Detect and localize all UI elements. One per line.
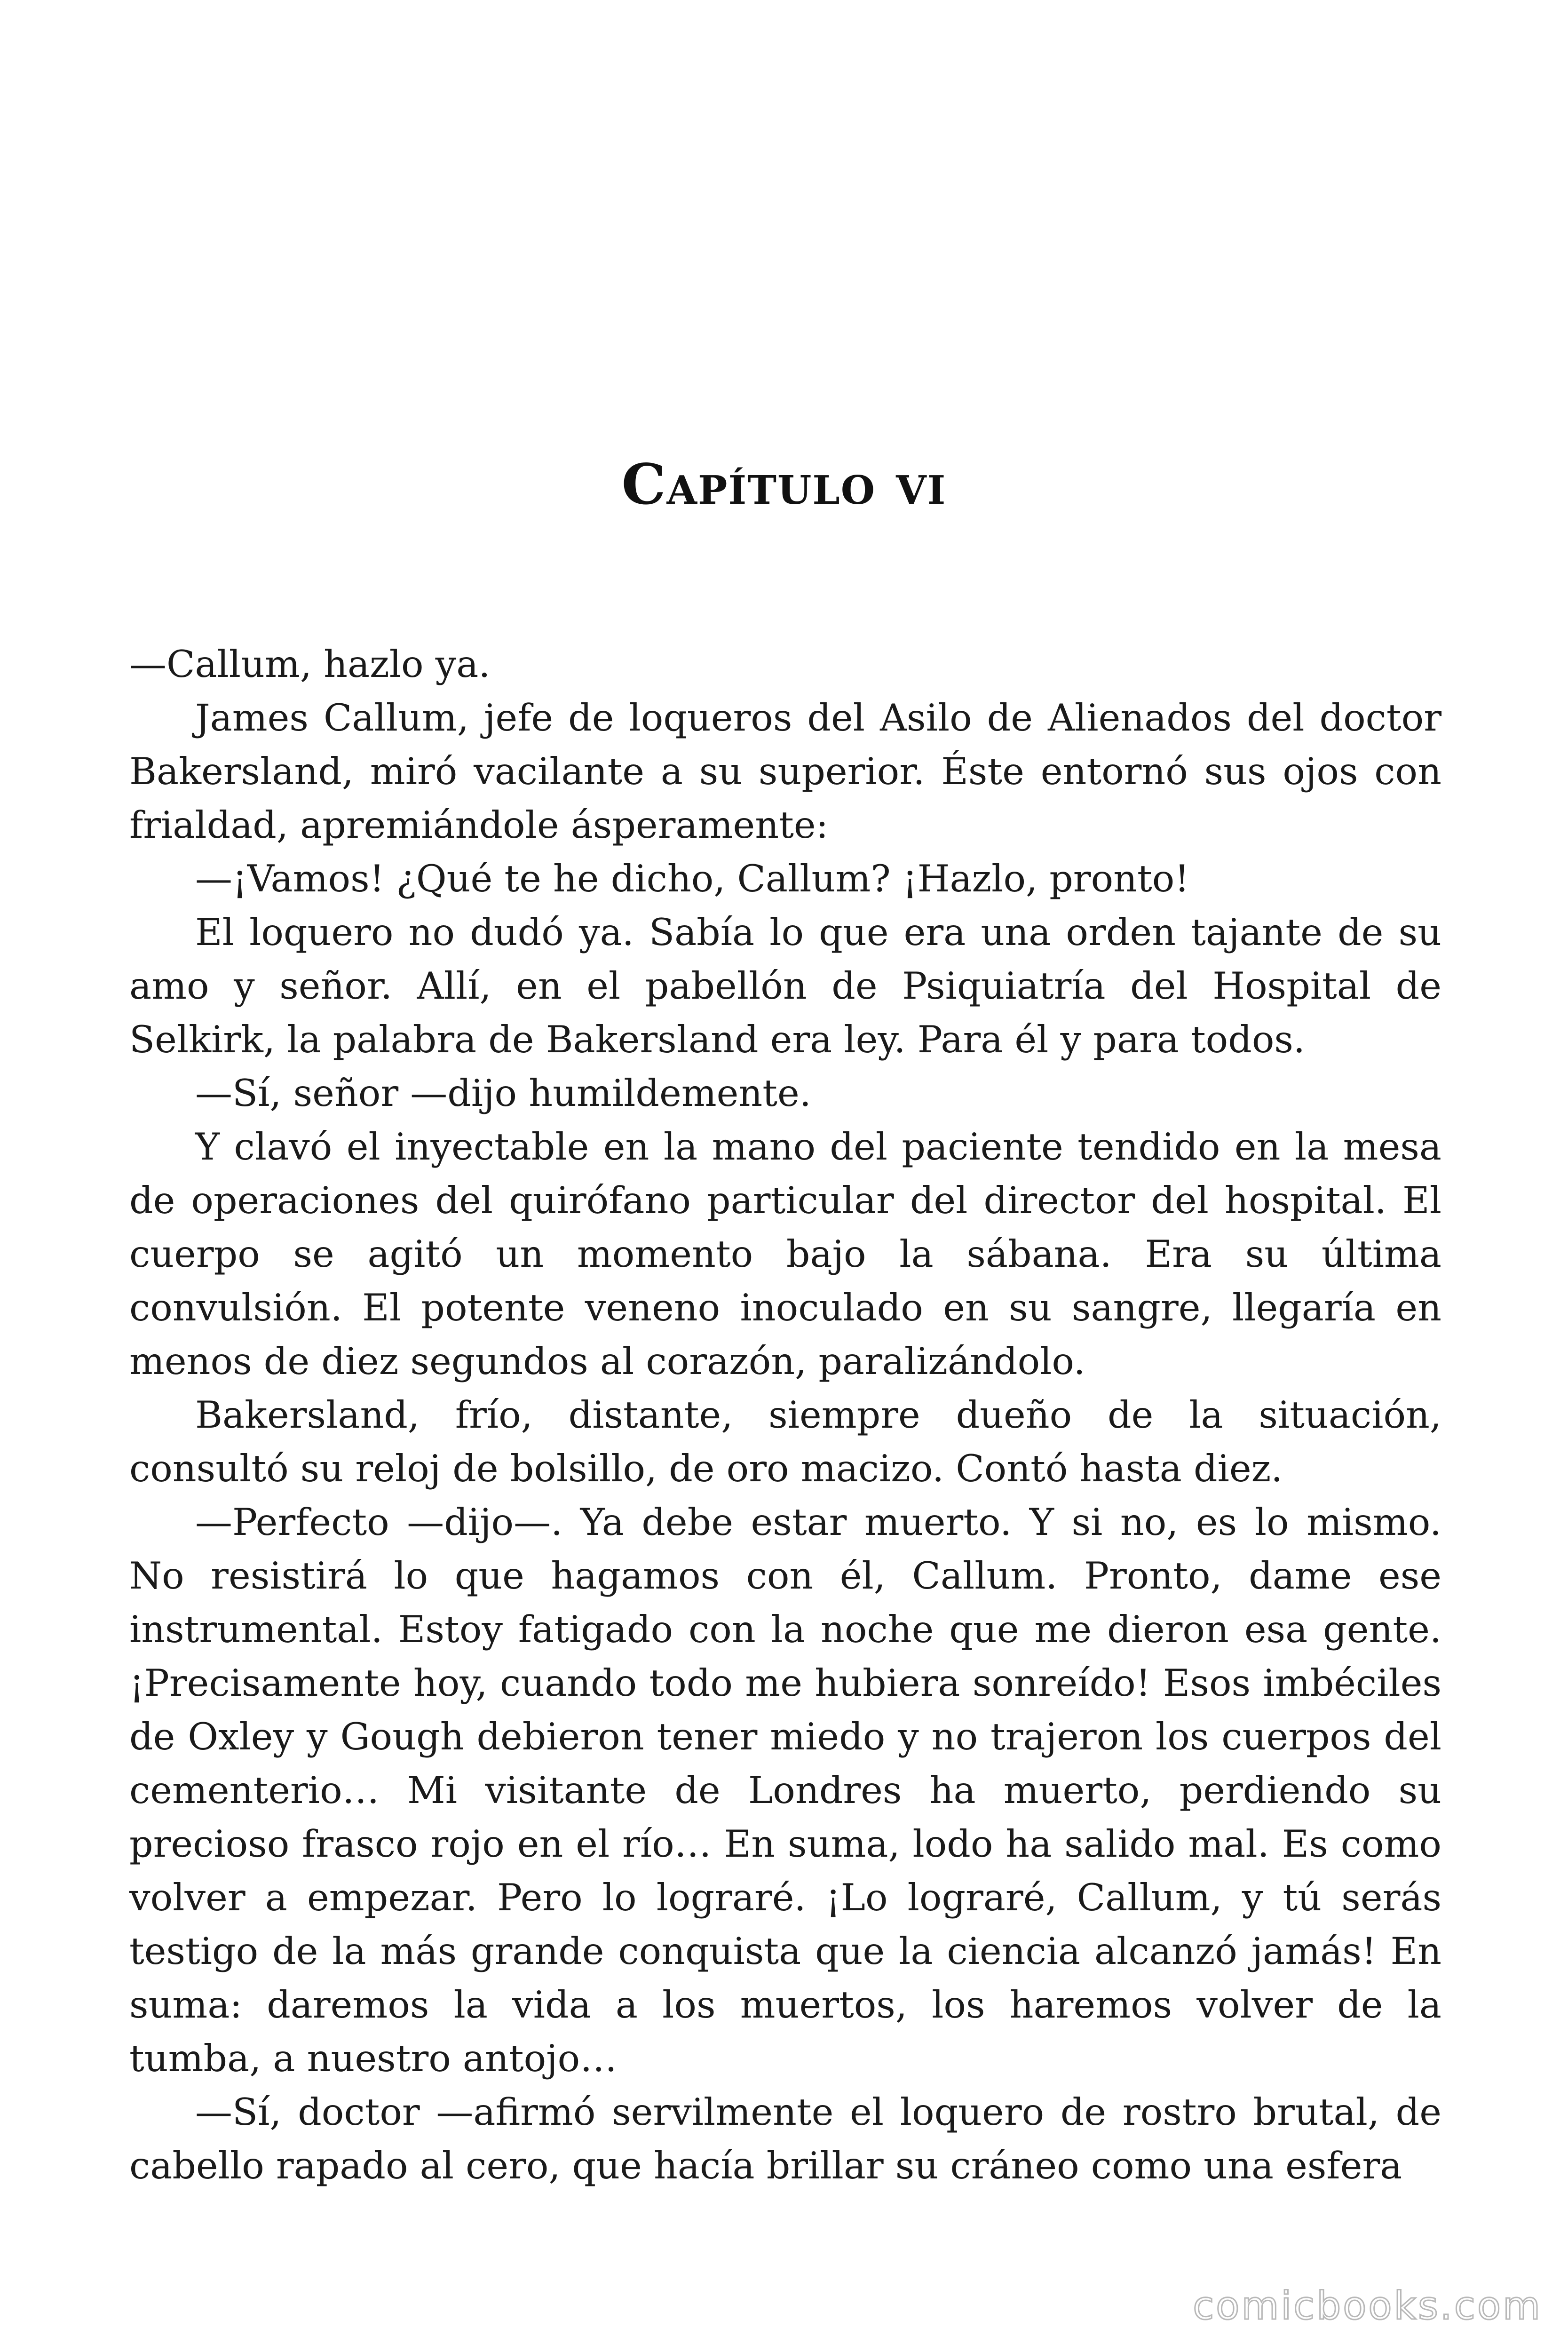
body-text	[129, 637, 1441, 2193]
watermark: comicbooks.com	[1193, 2284, 1542, 2328]
paragraph: —¡Vamos! ¿Qué te he dicho, Callum? ¡Hazlo, pronto!	[195, 857, 1190, 900]
paragraph: —Perfecto —dijo—. Ya debe estar muerto. Y si no, es lo mismo. No resistirá lo que hagamos con él, Callum. Pronto, dame ese instrumental. Estoy fatigado con la noche que me dieron esa gente. ¡Precisamente hoy, cuando todo me hubiera sonreído! Esos imbéciles de Oxley y Gough debieron tener miedo y no trajeron los cuerpos del cementerio… Mi visitante de Londres ha muerto, perdiendo su precioso frasco rojo en el río… En suma, lodo ha salido mal. Es como volver a empezar. Pero lo lograré. ¡Lo lograré, Callum, y tú serás testigo de la más grande conquista que la ciencia alcanzó jamás! En suma: daremos la vida a los muertos, los haremos volver de la tumba, a nuestro antojo…	[129, 1501, 1441, 2080]
paragraph: El loquero no dudó ya. Sabía lo que era una orden tajante de su amo y señor. Allí, en el pabellón de Psiquiatría del Hospital de Selkirk, la palabra de Bakersland era ley. Para él y para todos.	[129, 911, 1441, 1061]
chapter-title: Capítulo vi	[621, 452, 947, 517]
paragraph: —Sí, doctor —afirmó servilmente el loquero de rostro brutal, de cabello rapado al cero, que hacía brillar su cráneo como una esfera	[129, 2090, 1441, 2187]
paragraph: Bakersland, frío, distante, siempre dueño de la situación, consultó su reloj de bolsillo, de oro macizo. Contó hasta diez.	[129, 1393, 1441, 1490]
paragraph: James Callum, jefe de loqueros del Asilo de Alienados del doctor Bakersland, miró vacilante a su superior. Éste entornó sus ojos con frialdad, apremiándole ásperamente:	[129, 696, 1441, 847]
paragraph: Y clavó el inyectable en la mano del paciente tendido en la mesa de operaciones del quirófano particular del director del hospital. El cuerpo se agitó un momento bajo la sábana. Era su última convulsión. El potente veneno inoculado en su sangre, llegaría en menos de diez segundos al corazón, paralizándolo.	[129, 1125, 1441, 1383]
paragraph: —Callum, hazlo ya.	[129, 643, 491, 686]
paragraph: —Sí, señor —dijo humildemente.	[195, 1072, 811, 1115]
